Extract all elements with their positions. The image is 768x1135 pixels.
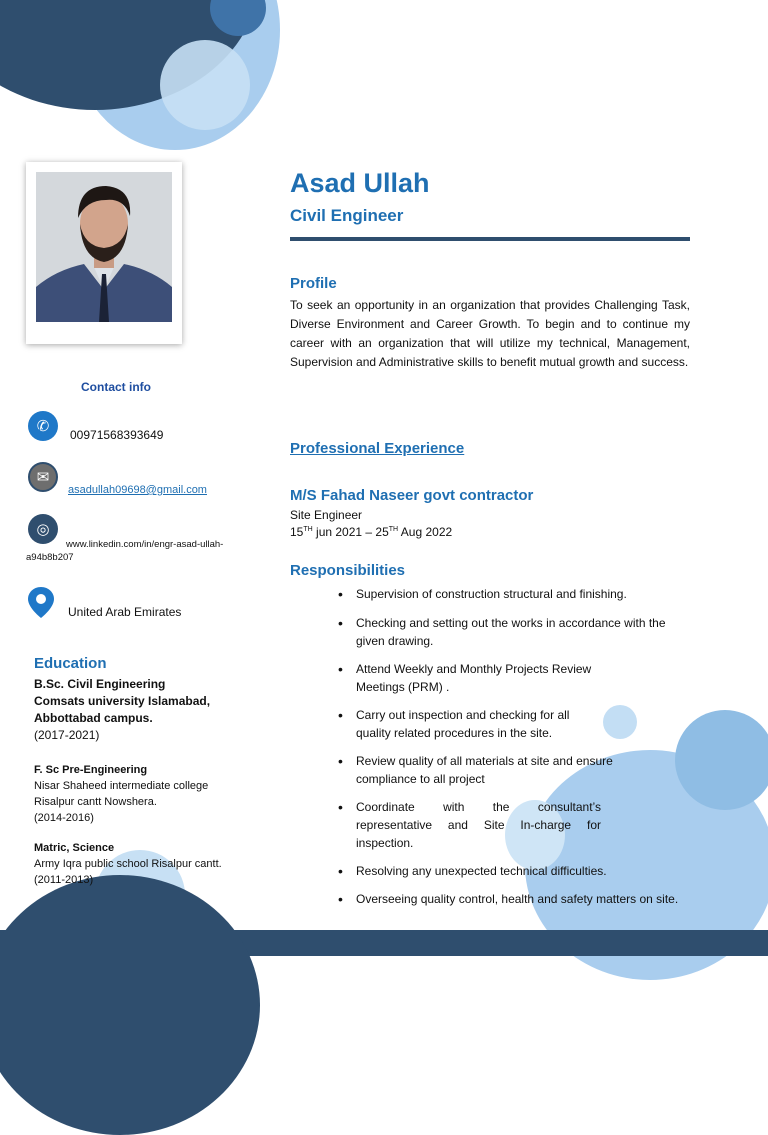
contact-email-link[interactable]: asadullah09698@gmail.com <box>68 484 207 496</box>
education-entry: Matric, Science Army Iqra public school Risalpur cantt. (2011-2013) <box>34 842 222 886</box>
job-dates: 15TH jun 2021 – 25TH Aug 2022 <box>290 525 453 539</box>
location-pin-icon <box>26 585 56 619</box>
profile-text: To seek an opportunity in an organization that provides Challenging Task, Diverse Environment and Career Growth. To begin and to continue my career with an organization that will utilize my technical, Management, Supervision and Administrative skills to benefit mutual growth and success. <box>290 298 690 369</box>
list-item: • Supervision of construction structural and finishing. <box>338 585 688 603</box>
list-item: • Overseeing quality control, health and safety matters on site. <box>338 890 688 908</box>
contact-heading: Contact info <box>81 380 151 394</box>
responsibilities-heading: Responsibilities <box>290 562 406 579</box>
experience-heading: Professional Experience <box>290 440 465 457</box>
list-item: • Resolving any unexpected technical difficulties. <box>338 862 688 880</box>
education-heading: Education <box>34 655 107 672</box>
profile-heading: Profile <box>290 275 337 292</box>
company-name: M/S Fahad Naseer govt contractor <box>290 487 534 504</box>
job-role: Site Engineer <box>290 508 363 522</box>
email-icon: ✉ <box>28 462 58 492</box>
list-item: • Coordinate with the consultant’s representative and Site In-charge for inspection. <box>338 798 601 852</box>
profile-photo-frame <box>26 162 182 344</box>
contact-location: United Arab Emirates <box>68 605 182 619</box>
candidate-title: Civil Engineer <box>290 206 404 225</box>
list-item: • Review quality of all materials at site and ensure compliance to all project <box>338 752 646 788</box>
globe-icon: ◎ <box>28 514 58 544</box>
contact-linkedin[interactable]: www.linkedin.com/in/engr-asad-ullah- a94b8b207 <box>26 539 224 563</box>
phone-icon: ✆ <box>28 411 58 441</box>
profile-photo <box>36 172 172 322</box>
contact-phone: 00971568393649 <box>70 428 164 442</box>
candidate-name: Asad Ullah <box>290 168 430 198</box>
responsibilities-list <box>338 585 688 908</box>
list-item: • Carry out inspection and checking for all quality related procedures in the site. <box>338 706 606 742</box>
education-entry: B.Sc. Civil Engineering Comsats university Islamabad, Abbottabad campus. (2017-2021) <box>34 677 211 742</box>
decor-circle-right-small <box>675 710 768 810</box>
decor-circle-top-mid <box>160 40 250 130</box>
list-item: • Checking and setting out the works in accordance with the given drawing. <box>338 614 688 650</box>
list-item: • Attend Weekly and Monthly Projects Review Meetings (PRM) . <box>338 660 626 696</box>
decor-circle-bottom-dark <box>0 875 260 1135</box>
header-divider <box>290 237 690 241</box>
education-entry: F. Sc Pre-Engineering Nisar Shaheed intermediate college Risalpur cantt Nowshera. (2014-2016) <box>34 764 209 824</box>
